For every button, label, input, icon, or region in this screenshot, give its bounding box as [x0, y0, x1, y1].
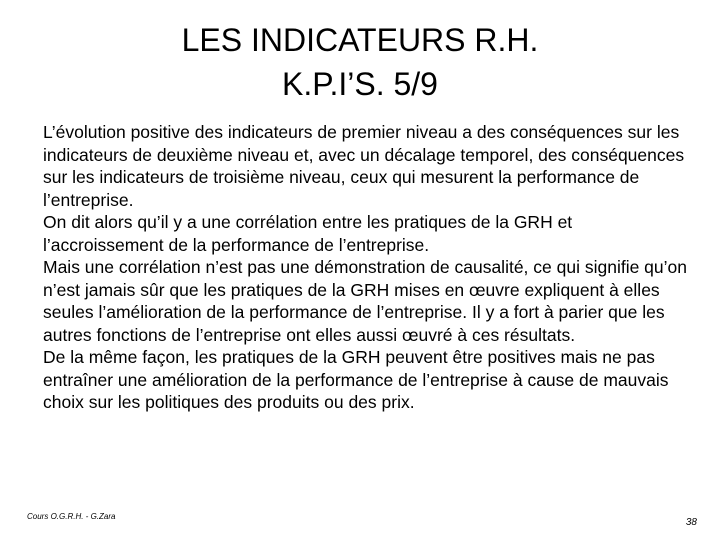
- paragraph-1: L’évolution positive des indicateurs de premier niveau a des conséquences sur les indicateurs de deuxième niveau et, avec un décalage temporel, des conséquences sur les indicateurs de troisième niveau, ceux qui mesurent la performance de l’entreprise.: [43, 122, 685, 210]
- footer-credit: Cours O.G.R.H. - G.Zara: [27, 512, 116, 521]
- page-number: 38: [685, 517, 697, 528]
- title-line-1: LES INDICATEURS R.H.: [181, 22, 539, 58]
- slide-title: [0, 18, 720, 106]
- paragraph-2: On dit alors qu’il y a une corrélation entre les pratiques de la GRH et l’accroissement de la performance de l’entreprise.: [43, 212, 573, 255]
- paragraph-3: Mais une corrélation n’est pas une démonstration de causalité, ce qui signifie qu’on n’est jamais sûr que les pratiques de la GRH mises en œuvre expliquent à elles seules l’amélioration de la performance de l’entreprise. Il y a fort à parier que les autres fonctions de l’entreprise ont elles aussi œuvré à ces résultats.: [43, 257, 687, 345]
- title-line-2: K.P.I’S. 5/9: [282, 66, 438, 102]
- slide-body: [43, 121, 693, 414]
- paragraph-4: De la même façon, les pratiques de la GRH peuvent être positives mais ne pas entraîner une amélioration de la performance de l’entreprise à cause de mauvais choix sur les politiques des produits ou des prix.: [43, 347, 669, 412]
